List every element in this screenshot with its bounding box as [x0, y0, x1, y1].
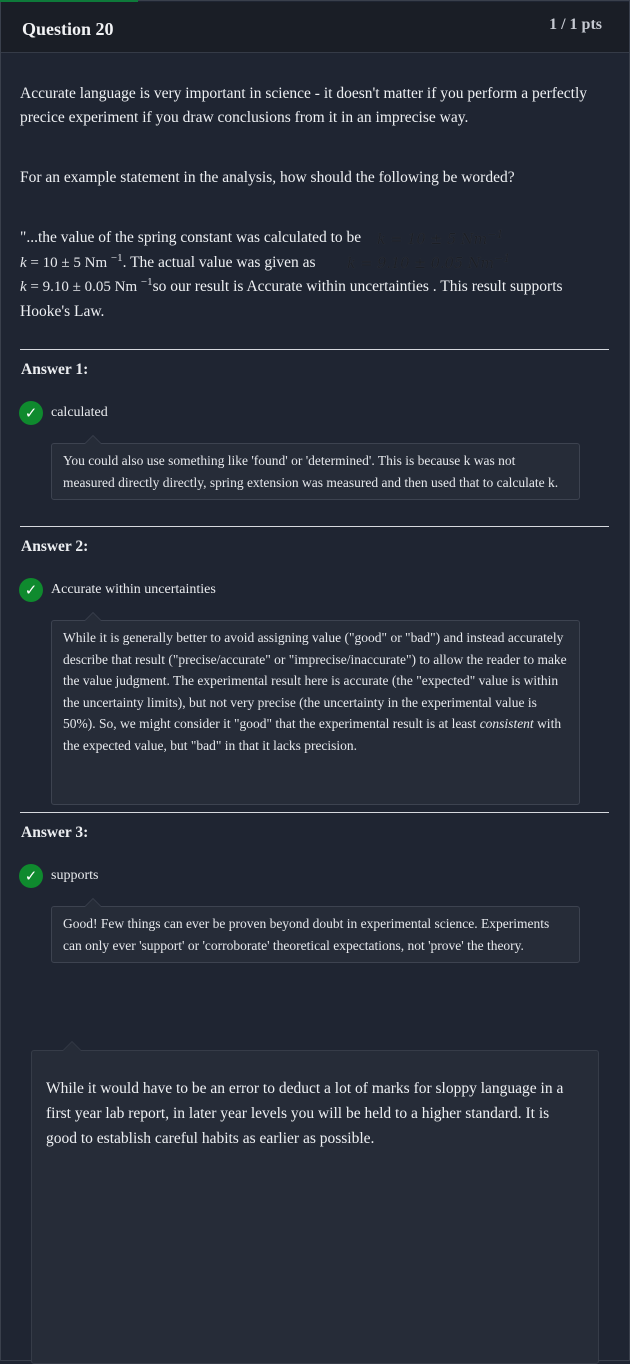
answer-2-value: Accurate within uncertainties — [51, 582, 216, 597]
answer-3-value: supports — [51, 868, 99, 883]
divider — [20, 349, 609, 350]
answer-2-row — [19, 578, 216, 602]
intro-paragraph-2: For an example statement in the analysis, how should the following be worded? — [20, 169, 515, 186]
answer-1-feedback: You could also use something like 'found' or 'determined'. This is because k was not measured directly directly, spring extension was measured and then used that to calculate k. — [51, 443, 580, 500]
question-statement — [20, 226, 612, 324]
statement-part-2: . The actual value was given as — [122, 253, 316, 271]
answer-1-label: Answer 1: — [21, 361, 89, 378]
answer-2-label: Answer 2: — [21, 538, 89, 555]
spring-constant-math-1: k = 10 ± 5 Nm $^{-1}$ — [20, 251, 123, 271]
answer-2-feedback: While it is generally better to avoid assigning value ("good" or "bad") and instead accurately describe that result ("precise/accurate" or "imprecise/inaccurate") to allow the reader to make the value judgment. The experimental result here is accurate (the "expected" value is within the uncertainty limits), but not very precise (the uncertainty in the experimental value is 50%). So, we might consider it "good" that the experimental result is at least consistent with the expected value, but "bad" in that it lacks precision. — [51, 620, 580, 805]
answer-3-row — [19, 864, 98, 888]
general-feedback: While it would have to be an error to deduct a lot of marks for sloppy language in a first year lab report, in later year levels you will be held to a higher standard. It is good to establish careful habits as earlier as possible. — [31, 1050, 599, 1364]
question-title: Question 20 — [22, 19, 114, 39]
statement-part-3: so our result is Accurate within uncertainties . This result supports Hooke's Law. — [20, 278, 563, 320]
divider — [20, 812, 609, 813]
check-icon: ✓ — [19, 864, 43, 888]
spring-constant-math-2: k = 9.10 ± 0.05 Nm $^{-1}$ — [20, 276, 153, 295]
answer-3-feedback: Good! Few things can ever be proven beyond doubt in experimental science. Experiments can only ever 'support' or 'corroborate' theoretical expectations, not 'prove' the theory. — [51, 906, 580, 963]
question-header — [1, 2, 629, 53]
math-render-1: k = 10 ± 5 $Nm^{-1}$ — [377, 228, 504, 248]
check-icon: ✓ — [19, 578, 43, 602]
answer-1-row — [19, 401, 108, 425]
check-icon: ✓ — [19, 401, 43, 425]
intro-paragraph-1: Accurate language is very important in science - it doesn't matter if you perform a perfectly precice experiment if you draw conclusions from it in an imprecise way. — [20, 85, 588, 126]
statement-part-1: "...the value of the spring constant was calculated to be — [20, 229, 362, 246]
answer-3-label: Answer 3: — [21, 824, 89, 841]
divider — [20, 526, 609, 527]
answer-1-value: calculated — [51, 405, 108, 420]
math-render-2: k = 9.10 ± 0.05 $Nm^{-1}$ — [347, 252, 511, 272]
question-points: 1 / 1 pts — [549, 16, 602, 33]
